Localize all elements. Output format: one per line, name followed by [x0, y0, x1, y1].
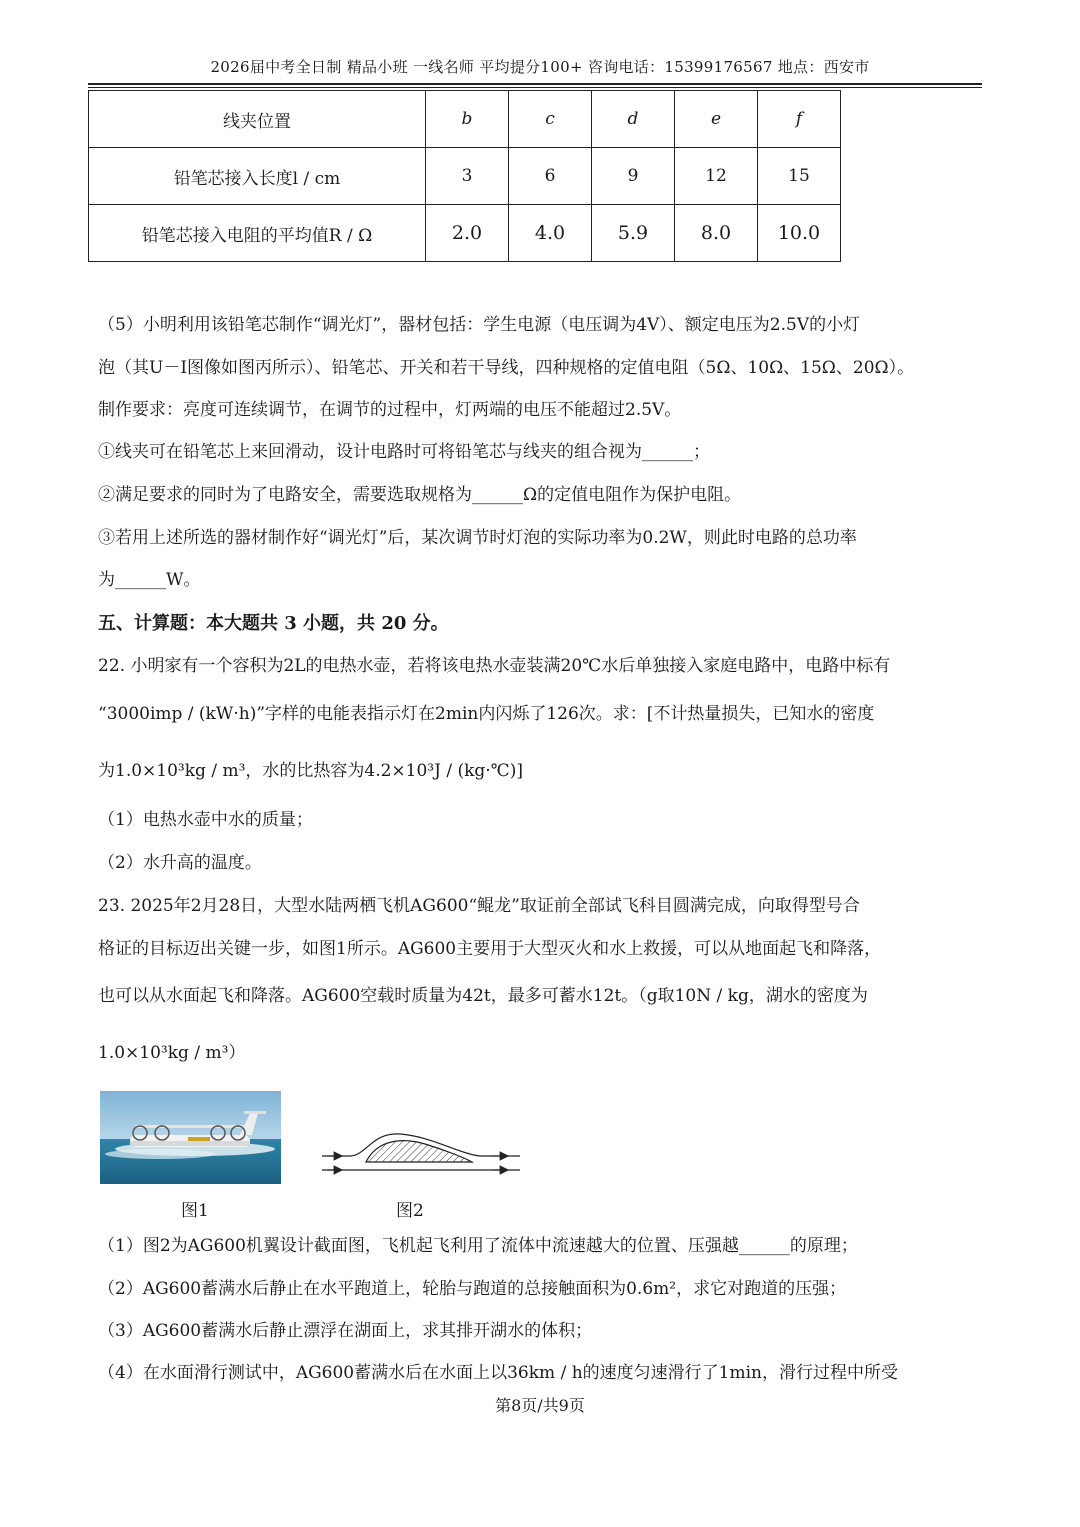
page-header: 2026届中考全日制 精品小班 一线名师 平均提分100+ 咨询电话：15399176567 地点：西安市	[210, 58, 870, 76]
question-text: “3000imp / (kW·h)”字样的电能表指示灯在2min内闪烁了126次。求：[不计热量损失，已知水的密度	[98, 704, 875, 724]
question-text: 22. 小明家有一个容积为2L的电热水壶，若将该电热水壶装满20℃水后单独接入家庭电路中，电路中标有	[98, 656, 891, 676]
wing-cross-section-diagram	[320, 1132, 524, 1182]
table-cell: 6	[509, 148, 592, 205]
header-rule	[88, 83, 982, 85]
question-text: 为1.0×10³kg / m³，水的比热容为4.2×10³J / (kg·℃)]	[98, 761, 523, 781]
figure-caption: 图2	[396, 1201, 424, 1221]
page-footer: 第8页/共9页	[495, 1396, 585, 1415]
table-cell: 4.0	[509, 205, 592, 262]
row-header: 铅笔芯接入电阻的平均值R / Ω	[89, 205, 426, 262]
table-cell: 12	[675, 148, 758, 205]
header-rule	[88, 87, 982, 88]
table-cell: b	[426, 91, 509, 148]
question-text: （1）图2为AG600机翼设计截面图，飞机起飞利用了流体中流速越大的位置、压强越______的原理；	[98, 1236, 858, 1256]
question-text: 格证的目标迈出关键一步，如图1所示。AG600主要用于大型灭火和水上救援，可以从地面起飞和降落，	[98, 939, 882, 959]
row-header: 线夹位置	[89, 91, 426, 148]
question-text: ②满足要求的同时为了电路安全，需要选取规格为______Ω的定值电阻作为保护电阻。	[98, 485, 742, 505]
figure-caption: 图1	[181, 1201, 209, 1221]
section-title: 五、计算题：本大题共 3 小题，共 20 分。	[98, 613, 449, 634]
table-row	[89, 148, 841, 205]
question-text: （2）水升高的温度。	[98, 853, 262, 873]
question-text: 为______W。	[98, 570, 201, 590]
table-cell: 5.9	[592, 205, 675, 262]
table-cell: 2.0	[426, 205, 509, 262]
question-text: ①线夹可在铅笔芯上来回滑动，设计电路时可将铅笔芯与线夹的组合视为______；	[98, 442, 710, 462]
question-text: （1）电热水壶中水的质量；	[98, 810, 313, 830]
amphibious-plane-photo	[100, 1091, 281, 1184]
question-text: 1.0×10³kg / m³）	[98, 1043, 246, 1063]
question-text: 也可以从水面起飞和降落。AG600空载时质量为42t，最多可蓄水12t。（g取10N / kg，湖水的密度为	[98, 986, 868, 1006]
question-text: （5）小明利用该铅笔芯制作“调光灯”，器材包括：学生电源（电压调为4V）、额定电压为2.5V的小灯	[98, 315, 861, 335]
question-text: ③若用上述所选的器材制作好“调光灯”后，某次调节时灯泡的实际功率为0.2W，则此时电路的总功率	[98, 528, 857, 548]
question-text: （3）AG600蓄满水后静止漂浮在湖面上，求其排开湖水的体积；	[98, 1321, 593, 1341]
table-cell: c	[509, 91, 592, 148]
table-cell: f	[758, 91, 841, 148]
row-header: 铅笔芯接入长度l / cm	[89, 148, 426, 205]
table-row	[89, 91, 841, 148]
question-text: 泡（其U－I图像如图丙所示）、铅笔芯、开关和若干导线，四种规格的定值电阻（5Ω、10Ω、15Ω、20Ω）。	[98, 358, 915, 378]
table-cell: e	[675, 91, 758, 148]
table-cell: d	[592, 91, 675, 148]
table-cell: 15	[758, 148, 841, 205]
data-table	[88, 90, 841, 262]
table-row	[89, 205, 841, 262]
question-text: （4）在水面滑行测试中，AG600蓄满水后在水面上以36km / h的速度匀速滑行了1min，滑行过程中所受	[98, 1363, 898, 1383]
question-text: （2）AG600蓄满水后静止在水平跑道上，轮胎与跑道的总接触面积为0.6m²，求它对跑道的压强；	[98, 1279, 847, 1299]
table-cell: 10.0	[758, 205, 841, 262]
table-cell: 9	[592, 148, 675, 205]
question-text: 制作要求：亮度可连续调节，在调节的过程中，灯两端的电压不能超过2.5V。	[98, 400, 682, 420]
question-text: 23. 2025年2月28日，大型水陆两栖飞机AG600“鲲龙”取证前全部试飞科目圆满完成，向取得型号合	[98, 896, 860, 916]
table-cell: 3	[426, 148, 509, 205]
table-cell: 8.0	[675, 205, 758, 262]
